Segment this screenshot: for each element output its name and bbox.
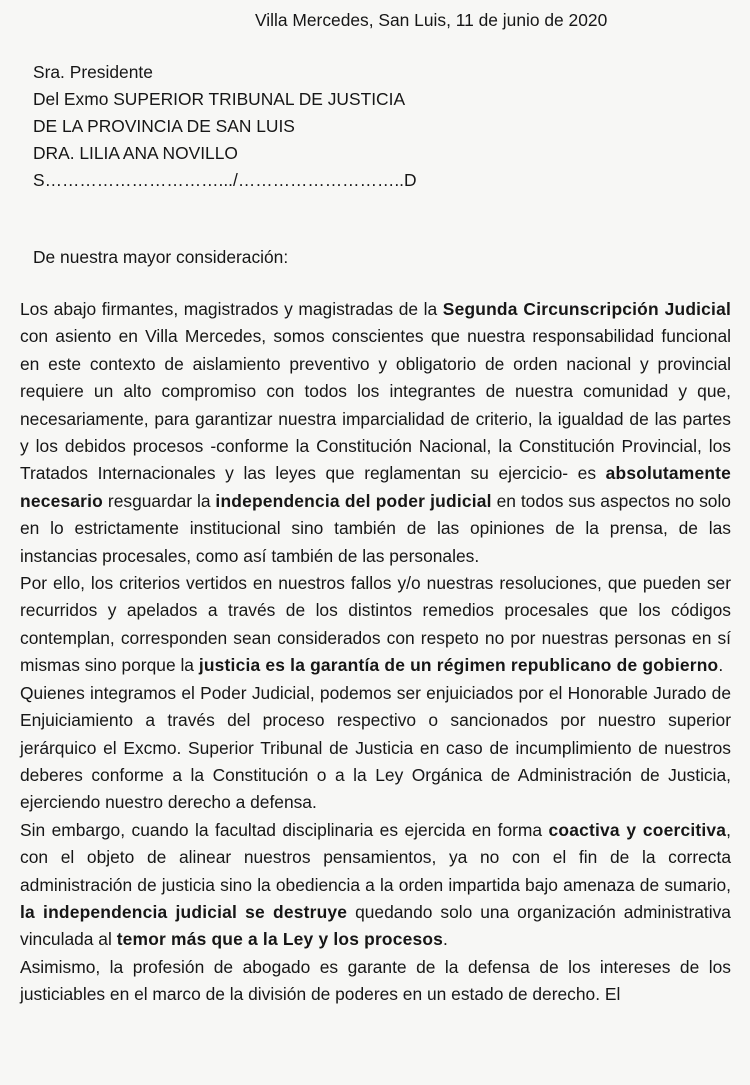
bold-run: coactiva y coercitiva — [548, 819, 727, 840]
addressee-court: Del Exmo SUPERIOR TRIBUNAL DE JUSTICIA — [33, 89, 406, 109]
paragraph-2 — [20, 570, 731, 680]
bold-run: Segunda Circunscripción Judicial — [442, 299, 731, 319]
text-run: Los abajo firmantes, magistrados y magistradas de la — [20, 299, 443, 319]
salutation: De nuestra mayor consideración: — [33, 247, 289, 267]
addressee-sd-line: S………………………….../………………………..D — [33, 170, 417, 190]
addressee-province: DE LA PROVINCIA DE SAN LUIS — [33, 116, 295, 136]
letter-body — [20, 296, 731, 1009]
paragraph-5: Asimismo, la profesión de abogado es garante de la defensa de los intereses de los justiciables en el marco de la división de poderes en un estado de derecho. El — [20, 956, 731, 1005]
date-line: Villa Mercedes, San Luis, 11 de junio de 2020 — [255, 10, 608, 30]
bold-run: justicia es la garantía de un régimen republicano de gobierno — [198, 655, 719, 676]
bold-run: temor más que a la Ley y los procesos — [116, 929, 444, 950]
text-run: . — [718, 655, 724, 676]
addressee-name: DRA. LILIA ANA NOVILLO — [33, 143, 238, 163]
text-run: resguardar la — [103, 490, 216, 511]
text-run: Sin embargo, cuando la facultad disciplinaria es ejercida en forma — [20, 819, 549, 840]
text-run: quedando solo una organización administrativa vinculada al — [20, 901, 731, 950]
text-run: Por ello, los criterios vertidos en nuestros fallos y/o nuestras resoluciones, que pueden ser recurridos y apelados a través de los distintos remedios procesales que los códigos contemplan, corresponden sean considerados con respeto no por nuestras personas en sí mismas sino porque la — [20, 573, 731, 676]
bold-run: la independencia judicial se destruye — [20, 901, 348, 922]
text-run: , con el objeto de alinear nuestros pensamientos, ya no con el fin de la correcta administración de justicia sino la obediencia a la orden impartida bajo amenaza de sumario, — [20, 819, 731, 895]
bold-run: absolutamente necesario — [20, 463, 731, 511]
bold-run: independencia del poder judicial — [215, 490, 492, 511]
paragraph-1 — [20, 296, 731, 570]
addressee-block — [33, 59, 417, 194]
paragraph-3: Quienes integramos el Poder Judicial, podemos ser enjuiciados por el Honorable Jurado de Enjuiciamiento a través del proceso respectivo o sancionados por nuestro superior jerárquico el Excmo. Superior Tribunal de Justicia en caso de incumplimiento de nuestros deberes conforme a la Constitución o a la Ley Orgánica de Administración de Justicia, ejerciendo nuestro derecho a defensa. — [20, 682, 731, 813]
text-run: en todos sus aspectos no solo en lo estrictamente institucional sino también de las opiniones de la prensa, de las instancias procesales, como así también de las personales. — [20, 490, 731, 566]
paragraph-4 — [20, 817, 731, 954]
text-run: con asiento en Villa Mercedes, somos conscientes que nuestra responsabilidad funcional en este contexto de aislamiento preventivo y obligatorio de orden nacional y provincial requiere un alto compromiso con todos los integrantes de nuestra comunidad y que, necesariamente, para garantizar nuestra imparcialidad de criterio, la igualdad de las partes y los debidos procesos -conforme la Constitución Nacional, la Constitución Provincial, los Tratados Internacionales y las leyes que reglamentan su ejercicio- es — [20, 326, 731, 484]
addressee-title: Sra. Presidente — [33, 62, 153, 82]
text-run: . — [443, 929, 448, 950]
